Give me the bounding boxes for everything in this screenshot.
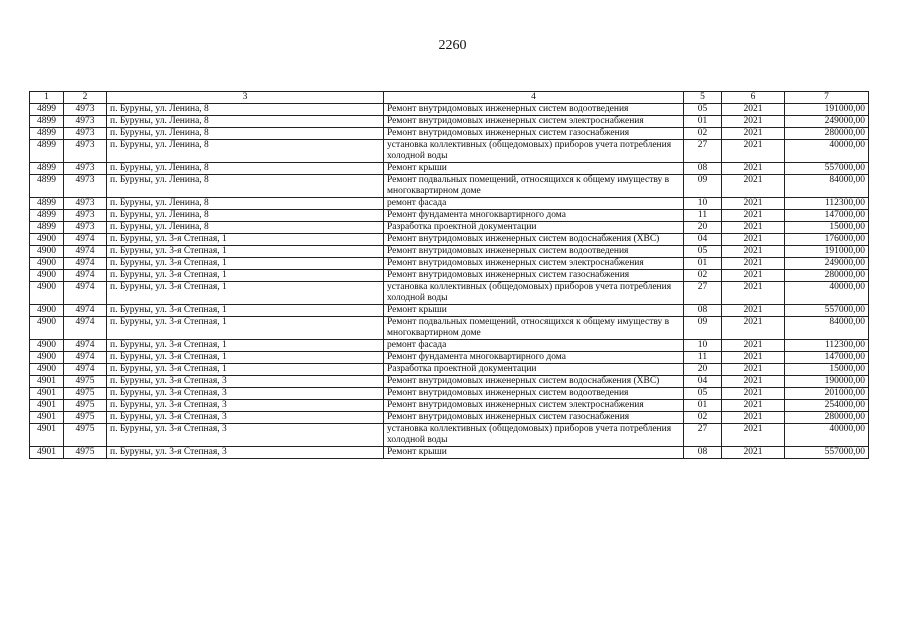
work-code-cell: 09 — [684, 175, 722, 198]
object-code-cell: 4973 — [64, 198, 107, 210]
address-cell: п. Буруны, ул. Ленина, 8 — [107, 128, 384, 140]
year-cell: 2021 — [722, 400, 785, 412]
object-code-cell: 4974 — [64, 270, 107, 282]
amount-cell: 249000,00 — [785, 258, 869, 270]
year-cell: 2021 — [722, 364, 785, 376]
work-code-cell: 08 — [684, 305, 722, 317]
year-cell: 2021 — [722, 104, 785, 116]
object-code-cell: 4973 — [64, 128, 107, 140]
address-cell: п. Буруны, ул. 3-я Степная, 3 — [107, 388, 384, 400]
column-header: 2 — [64, 92, 107, 104]
amount-cell: 147000,00 — [785, 352, 869, 364]
work-code-cell: 10 — [684, 340, 722, 352]
object-code-cell: 4975 — [64, 412, 107, 424]
table-row — [30, 270, 869, 282]
table-row — [30, 447, 869, 459]
address-cell: п. Буруны, ул. 3-я Степная, 1 — [107, 234, 384, 246]
work-code-cell: 05 — [684, 104, 722, 116]
work-type-cell: Ремонт внутридомовых инженерных систем электроснабжения — [384, 400, 684, 412]
header-row — [30, 92, 869, 104]
amount-cell: 280000,00 — [785, 270, 869, 282]
address-cell: п. Буруны, ул. Ленина, 8 — [107, 198, 384, 210]
row-number-cell: 4901 — [30, 412, 64, 424]
row-number-cell: 4901 — [30, 388, 64, 400]
amount-cell: 557000,00 — [785, 447, 869, 459]
address-cell: п. Буруны, ул. 3-я Степная, 1 — [107, 352, 384, 364]
work-code-cell: 08 — [684, 163, 722, 175]
address-cell: п. Буруны, ул. Ленина, 8 — [107, 163, 384, 175]
table-row — [30, 140, 869, 163]
object-code-cell: 4973 — [64, 116, 107, 128]
table-row — [30, 412, 869, 424]
work-code-cell: 05 — [684, 246, 722, 258]
year-cell: 2021 — [722, 424, 785, 447]
work-code-cell: 08 — [684, 447, 722, 459]
address-cell: п. Буруны, ул. 3-я Степная, 3 — [107, 376, 384, 388]
amount-cell: 112300,00 — [785, 340, 869, 352]
address-cell: п. Буруны, ул. 3-я Степная, 3 — [107, 424, 384, 447]
year-cell: 2021 — [722, 128, 785, 140]
year-cell: 2021 — [722, 234, 785, 246]
table-row — [30, 305, 869, 317]
work-code-cell: 01 — [684, 116, 722, 128]
work-type-cell: Ремонт внутридомовых инженерных систем водоотведения — [384, 104, 684, 116]
work-code-cell: 02 — [684, 270, 722, 282]
work-type-cell: Ремонт крыши — [384, 447, 684, 459]
row-number-cell: 4900 — [30, 258, 64, 270]
year-cell: 2021 — [722, 258, 785, 270]
year-cell: 2021 — [722, 376, 785, 388]
work-code-cell: 27 — [684, 282, 722, 305]
row-number-cell: 4899 — [30, 104, 64, 116]
row-number-cell: 4901 — [30, 376, 64, 388]
year-cell: 2021 — [722, 412, 785, 424]
year-cell: 2021 — [722, 340, 785, 352]
year-cell: 2021 — [722, 116, 785, 128]
row-number-cell: 4900 — [30, 246, 64, 258]
work-type-cell: Ремонт фундамента многоквартирного дома — [384, 210, 684, 222]
table-row — [30, 282, 869, 305]
row-number-cell: 4899 — [30, 116, 64, 128]
amount-cell: 40000,00 — [785, 424, 869, 447]
address-cell: п. Буруны, ул. 3-я Степная, 1 — [107, 305, 384, 317]
work-type-cell: Ремонт внутридомовых инженерных систем электроснабжения — [384, 116, 684, 128]
row-number-cell: 4901 — [30, 447, 64, 459]
address-cell: п. Буруны, ул. 3-я Степная, 1 — [107, 317, 384, 340]
year-cell: 2021 — [722, 198, 785, 210]
table-row — [30, 198, 869, 210]
object-code-cell: 4973 — [64, 140, 107, 163]
work-type-cell: ремонт фасада — [384, 340, 684, 352]
work-type-cell: ремонт фасада — [384, 198, 684, 210]
address-cell: п. Буруны, ул. Ленина, 8 — [107, 222, 384, 234]
year-cell: 2021 — [722, 210, 785, 222]
table-row — [30, 222, 869, 234]
work-type-cell: Ремонт крыши — [384, 163, 684, 175]
register-table — [29, 91, 869, 459]
work-type-cell: Ремонт крыши — [384, 305, 684, 317]
column-header: 3 — [107, 92, 384, 104]
table-row — [30, 340, 869, 352]
table-row — [30, 104, 869, 116]
work-code-cell: 09 — [684, 317, 722, 340]
row-number-cell: 4899 — [30, 128, 64, 140]
work-type-cell: Ремонт внутридомовых инженерных систем электроснабжения — [384, 258, 684, 270]
amount-cell: 190000,00 — [785, 376, 869, 388]
table-row — [30, 364, 869, 376]
object-code-cell: 4974 — [64, 352, 107, 364]
work-type-cell: Ремонт внутридомовых инженерных систем газоснабжения — [384, 412, 684, 424]
amount-cell: 84000,00 — [785, 175, 869, 198]
work-code-cell: 04 — [684, 234, 722, 246]
row-number-cell: 4900 — [30, 364, 64, 376]
row-number-cell: 4900 — [30, 340, 64, 352]
table-row — [30, 317, 869, 340]
work-code-cell: 10 — [684, 198, 722, 210]
table-row — [30, 352, 869, 364]
amount-cell: 40000,00 — [785, 282, 869, 305]
table-row — [30, 400, 869, 412]
work-type-cell: Ремонт подвальных помещений, относящихся к общему имуществу в многоквартирном доме — [384, 317, 684, 340]
work-type-cell: Ремонт внутридомовых инженерных систем газоснабжения — [384, 128, 684, 140]
year-cell: 2021 — [722, 447, 785, 459]
page-number: 2260 — [438, 38, 467, 53]
amount-cell: 557000,00 — [785, 305, 869, 317]
work-type-cell: Ремонт внутридомовых инженерных систем водоснабжения (ХВС) — [384, 376, 684, 388]
year-cell: 2021 — [722, 175, 785, 198]
row-number-cell: 4900 — [30, 282, 64, 305]
address-cell: п. Буруны, ул. 3-я Степная, 1 — [107, 258, 384, 270]
address-cell: п. Буруны, ул. 3-я Степная, 3 — [107, 412, 384, 424]
work-type-cell: Разработка проектной документации — [384, 222, 684, 234]
table-row — [30, 175, 869, 198]
address-cell: п. Буруны, ул. 3-я Степная, 1 — [107, 282, 384, 305]
amount-cell: 280000,00 — [785, 412, 869, 424]
table-row — [30, 128, 869, 140]
work-type-cell: Ремонт внутридомовых инженерных систем водоотведения — [384, 388, 684, 400]
column-header: 6 — [722, 92, 785, 104]
object-code-cell: 4975 — [64, 376, 107, 388]
table-row — [30, 258, 869, 270]
amount-cell: 249000,00 — [785, 116, 869, 128]
amount-cell: 147000,00 — [785, 210, 869, 222]
work-code-cell: 02 — [684, 128, 722, 140]
table-row — [30, 246, 869, 258]
work-code-cell: 20 — [684, 222, 722, 234]
work-type-cell: Разработка проектной документации — [384, 364, 684, 376]
object-code-cell: 4973 — [64, 210, 107, 222]
year-cell: 2021 — [722, 163, 785, 175]
object-code-cell: 4975 — [64, 400, 107, 412]
column-header: 1 — [30, 92, 64, 104]
row-number-cell: 4900 — [30, 352, 64, 364]
row-number-cell: 4899 — [30, 222, 64, 234]
column-header: 7 — [785, 92, 869, 104]
table-row — [30, 234, 869, 246]
row-number-cell: 4900 — [30, 317, 64, 340]
table-row — [30, 163, 869, 175]
row-number-cell: 4899 — [30, 140, 64, 163]
column-header: 5 — [684, 92, 722, 104]
work-code-cell: 11 — [684, 210, 722, 222]
amount-cell: 40000,00 — [785, 140, 869, 163]
address-cell: п. Буруны, ул. Ленина, 8 — [107, 175, 384, 198]
table-row — [30, 116, 869, 128]
object-code-cell: 4973 — [64, 163, 107, 175]
year-cell: 2021 — [722, 270, 785, 282]
object-code-cell: 4974 — [64, 246, 107, 258]
address-cell: п. Буруны, ул. 3-я Степная, 3 — [107, 400, 384, 412]
address-cell: п. Буруны, ул. 3-я Степная, 1 — [107, 246, 384, 258]
row-number-cell: 4901 — [30, 424, 64, 447]
work-code-cell: 01 — [684, 258, 722, 270]
object-code-cell: 4975 — [64, 447, 107, 459]
row-number-cell: 4900 — [30, 234, 64, 246]
work-type-cell: установка коллективных (общедомовых) приборов учета потребления холодной воды — [384, 424, 684, 447]
year-cell: 2021 — [722, 222, 785, 234]
work-type-cell: установка коллективных (общедомовых) приборов учета потребления холодной воды — [384, 140, 684, 163]
work-code-cell: 27 — [684, 424, 722, 447]
address-cell: п. Буруны, ул. 3-я Степная, 1 — [107, 340, 384, 352]
object-code-cell: 4974 — [64, 258, 107, 270]
year-cell: 2021 — [722, 305, 785, 317]
row-number-cell: 4899 — [30, 163, 64, 175]
work-code-cell: 27 — [684, 140, 722, 163]
object-code-cell: 4974 — [64, 340, 107, 352]
object-code-cell: 4975 — [64, 388, 107, 400]
table-row — [30, 424, 869, 447]
work-type-cell: Ремонт внутридомовых инженерных систем водоснабжения (ХВС) — [384, 234, 684, 246]
year-cell: 2021 — [722, 317, 785, 340]
row-number-cell: 4899 — [30, 198, 64, 210]
year-cell: 2021 — [722, 140, 785, 163]
table-row — [30, 210, 869, 222]
object-code-cell: 4974 — [64, 234, 107, 246]
work-type-cell: Ремонт внутридомовых инженерных систем водоотведения — [384, 246, 684, 258]
work-code-cell: 01 — [684, 400, 722, 412]
work-code-cell: 11 — [684, 352, 722, 364]
object-code-cell: 4974 — [64, 317, 107, 340]
work-type-cell: Ремонт внутридомовых инженерных систем газоснабжения — [384, 270, 684, 282]
object-code-cell: 4973 — [64, 175, 107, 198]
address-cell: п. Буруны, ул. 3-я Степная, 3 — [107, 447, 384, 459]
row-number-cell: 4900 — [30, 305, 64, 317]
address-cell: п. Буруны, ул. Ленина, 8 — [107, 104, 384, 116]
amount-cell: 191000,00 — [785, 246, 869, 258]
work-code-cell: 05 — [684, 388, 722, 400]
work-type-cell: Ремонт фундамента многоквартирного дома — [384, 352, 684, 364]
amount-cell: 254000,00 — [785, 400, 869, 412]
row-number-cell: 4899 — [30, 210, 64, 222]
amount-cell: 15000,00 — [785, 222, 869, 234]
object-code-cell: 4974 — [64, 282, 107, 305]
amount-cell: 201000,00 — [785, 388, 869, 400]
work-type-cell: Ремонт подвальных помещений, относящихся к общему имуществу в многоквартирном доме — [384, 175, 684, 198]
address-cell: п. Буруны, ул. Ленина, 8 — [107, 210, 384, 222]
amount-cell: 557000,00 — [785, 163, 869, 175]
year-cell: 2021 — [722, 352, 785, 364]
amount-cell: 176000,00 — [785, 234, 869, 246]
address-cell: п. Буруны, ул. 3-я Степная, 1 — [107, 270, 384, 282]
column-header: 4 — [384, 92, 684, 104]
amount-cell: 15000,00 — [785, 364, 869, 376]
address-cell: п. Буруны, ул. Ленина, 8 — [107, 140, 384, 163]
address-cell: п. Буруны, ул. Ленина, 8 — [107, 116, 384, 128]
amount-cell: 191000,00 — [785, 104, 869, 116]
object-code-cell: 4975 — [64, 424, 107, 447]
object-code-cell: 4973 — [64, 104, 107, 116]
object-code-cell: 4974 — [64, 305, 107, 317]
amount-cell: 280000,00 — [785, 128, 869, 140]
work-code-cell: 02 — [684, 412, 722, 424]
object-code-cell: 4973 — [64, 222, 107, 234]
work-type-cell: установка коллективных (общедомовых) приборов учета потребления холодной воды — [384, 282, 684, 305]
year-cell: 2021 — [722, 388, 785, 400]
row-number-cell: 4901 — [30, 400, 64, 412]
row-number-cell: 4899 — [30, 175, 64, 198]
work-code-cell: 20 — [684, 364, 722, 376]
year-cell: 2021 — [722, 246, 785, 258]
work-code-cell: 04 — [684, 376, 722, 388]
table-row — [30, 376, 869, 388]
address-cell: п. Буруны, ул. 3-я Степная, 1 — [107, 364, 384, 376]
amount-cell: 112300,00 — [785, 198, 869, 210]
amount-cell: 84000,00 — [785, 317, 869, 340]
object-code-cell: 4974 — [64, 364, 107, 376]
row-number-cell: 4900 — [30, 270, 64, 282]
table-row — [30, 388, 869, 400]
year-cell: 2021 — [722, 282, 785, 305]
